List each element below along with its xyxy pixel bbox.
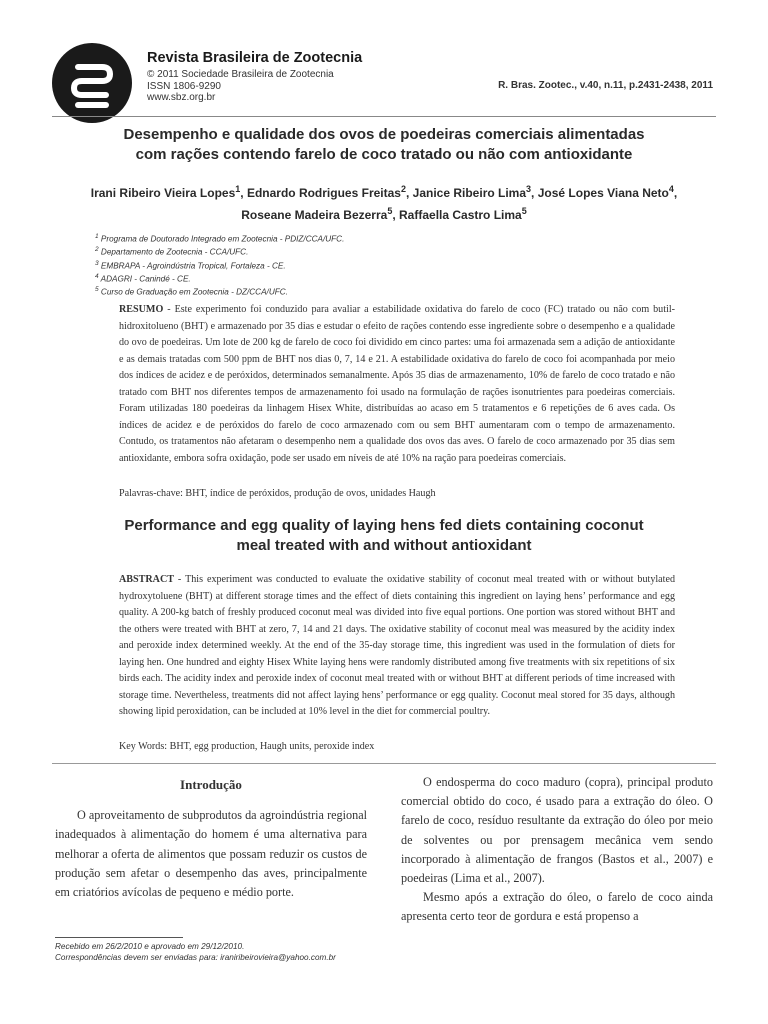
resumo-text: - Este experimento foi conduzido para avaliar a estabilidade oxidativa do farelo de coco (FC) tratado ou não com butil-hidroxitolueno (BHT) e armazenado por 35 dias e estudar o efeito de rações contendo esse ingrediente sobre o desempenho e a qualidade do ovo de poedeiras. Um lote de 200 kg de farelo de coco foi dividido em cinco partes: uma foi armazenada sem a adição de antioxidante e as demais tratadas com 500 ppm de BHT nos dias 0, 7, 14 e 21. A estabilidade oxidativa do farelo de coco foi acompanhada por meio dos índices de acidez e de peróxidos, determinados semanalmente. Após 35 dias de armazenamento, 10% de farelo de coco tratado e não tratado com BHT nos diferentes tempos de armazenamento foi usado na formulação de rações isonutrientes para poedeiras comerciais. Foram utilizadas 180 poedeiras da linhagem Hisex White, distribuídas ao acaso em 5 tratamentos e 6 repetições de 6 aves cada. Os índices de acidez e de peróxidos do farelo de coco armazenado com ou sem BHT aumentaram com o tempo de armazenamento. Contudo, os tratamentos não afetaram o desempenho nem a qualidade dos ovos das aves. O farelo de coco armazenado por 35 dias sem antioxidante, embora sofra oxidação, pode ser usado em níveis de até 10% na ração para poedeiras comerciais. xyxy=(119,304,675,464)
affiliation: $^5$ Curso de Graduação em Zootecnia - DZ/CCA/UFC. xyxy=(95,286,288,298)
abstract-paragraph xyxy=(95,572,675,721)
journal-name: Revista Brasileira de Zootecnia xyxy=(147,50,363,66)
affiliation: $^3$ EMBRAPA - Agroindústria Tropical, Fortaleza - CE. xyxy=(95,259,286,271)
affiliation: $^4$ ADAGRI - Canindé - CE. xyxy=(95,272,191,284)
website-link[interactable]: www.sbz.org.br xyxy=(147,92,216,103)
received-date: Recebido em 26/2/2010 e aprovado em 29/12/2010. xyxy=(55,942,245,951)
section-heading-introducao: Introdução xyxy=(180,777,242,792)
resumo-paragraph xyxy=(95,302,675,467)
body-paragraph: O aproveitamento de subprodutos da agroindústria regional inadequados à alimentação do homem é uma alternativa para melhorar a oferta de alimentos que possam reduzir os custos de produção sem afetar o desempenho das aves, principalmente em criatórios avícolas de pequeno e médio porte. xyxy=(55,808,367,900)
body-paragraph: O endosperma do coco maduro (copra), principal produto comercial obtido do coco, é usado para a extração do óleo. O farelo de coco, resíduo resultante da extração do óleo por meio de solventes ou por prensagem mecânica vem sendo incorporado à alimentação de frangos (Bastos et al., 2007) e poedeiras (Lima et al., 2007). xyxy=(401,775,713,886)
sbz-logo-icon xyxy=(52,43,132,123)
title-en-line-2: meal treated with and without antioxidant xyxy=(236,537,532,554)
author: Raffaella Castro Lima$^5$ xyxy=(399,206,527,222)
resumo-block xyxy=(95,302,675,467)
author: Irani Ribeiro Vieira Lopes$^1$, xyxy=(90,184,247,200)
keywords-en: Key Words: BHT, egg production, Haugh units, peroxide index xyxy=(119,741,375,752)
affiliation-list xyxy=(95,232,344,299)
logo-text: SBZ xyxy=(92,87,94,88)
resumo-label: RESUMO xyxy=(119,304,164,315)
title-pt-line-2: com rações contendo farelo de coco tratado ou não com antioxidante xyxy=(135,146,633,163)
body-column-right xyxy=(401,773,713,927)
journal-meta xyxy=(147,69,334,104)
correspondence-email[interactable]: Correspondências devem ser enviadas para: iraniribeirovieira@yahoo.com.br xyxy=(55,953,336,962)
copyright: © 2011 Sociedade Brasileira de Zootecnia xyxy=(147,69,334,80)
body-column-left xyxy=(55,775,367,902)
header-divider xyxy=(52,116,716,117)
citation: R. Bras. Zootec., v.40, n.11, p.2431-2438, 2011 xyxy=(498,80,713,91)
author: José Lopes Viana Neto$^4$, xyxy=(537,184,678,200)
issn: ISSN 1806-9290 xyxy=(147,80,221,92)
journal-header xyxy=(0,0,768,125)
body-divider xyxy=(52,763,716,764)
footnotes xyxy=(55,941,336,963)
article-title-en xyxy=(60,516,708,556)
abstract-label: ABSTRACT xyxy=(119,574,174,585)
author: Ednardo Rodrigues Freitas$^2$, xyxy=(246,184,413,200)
body-paragraph: Mesmo após a extração do óleo, o farelo de coco ainda apresenta certo teor de gordura e está propenso a xyxy=(401,890,713,924)
author: Janice Ribeiro Lima$^3$, xyxy=(412,184,538,200)
footnote-divider xyxy=(55,937,183,938)
author-list xyxy=(70,180,698,224)
affiliation: $^1$ Programa de Doutorado Integrado em Zootecnia - PDIZ/CCA/UFC. xyxy=(95,233,345,244)
author: Roseane Madeira Bezerra$^5$, xyxy=(241,206,400,222)
title-en-line-1: Performance and egg quality of laying hens fed diets containing coconut xyxy=(124,517,644,534)
keywords-pt: Palavras-chave: BHT, índice de peróxidos, produção de ovos, unidades Haugh xyxy=(119,488,436,499)
affiliation: $^2$ Departamento de Zootecnia - CCA/UFC. xyxy=(95,246,249,258)
article-title-pt xyxy=(60,125,708,165)
title-pt-line-1: Desempenho e qualidade dos ovos de poedeiras comerciais alimentadas xyxy=(123,126,645,143)
abstract-text: - This experiment was conducted to evaluate the oxidative stability of coconut meal treated with or without butylated hydroxytoluene (BHT) at different storage times and the effect of diets containing this ingredient on laying hens’ performance and egg quality. A 200-kg batch of freshly produced coconut meal was divided into five equal portions. One portion was stored without BHT and the others were treated with BHT at zero, 7, 14 and 21 days. The oxidative stability of coconut meal was measured by the acidity index and peroxide index determined weekly. At the end of the 35-day storage time, this ingredient was used in the formulation of diets for laying hen. One hundred and eighty Hisex White laying hens were randomly distributed among five treatments with six repetitions of six birds each. The acidity index and peroxide index of coconut meal treated with or without BHT at different periods of time increased with storage time. Nevertheless, treatments did not affect laying hens’ performance or egg quality. Coconut meal stored for 35 days, although showing lipid peroxidation, can be included at 10% level in the diet for commercial poultry. xyxy=(119,574,675,717)
abstract-block xyxy=(95,572,675,721)
